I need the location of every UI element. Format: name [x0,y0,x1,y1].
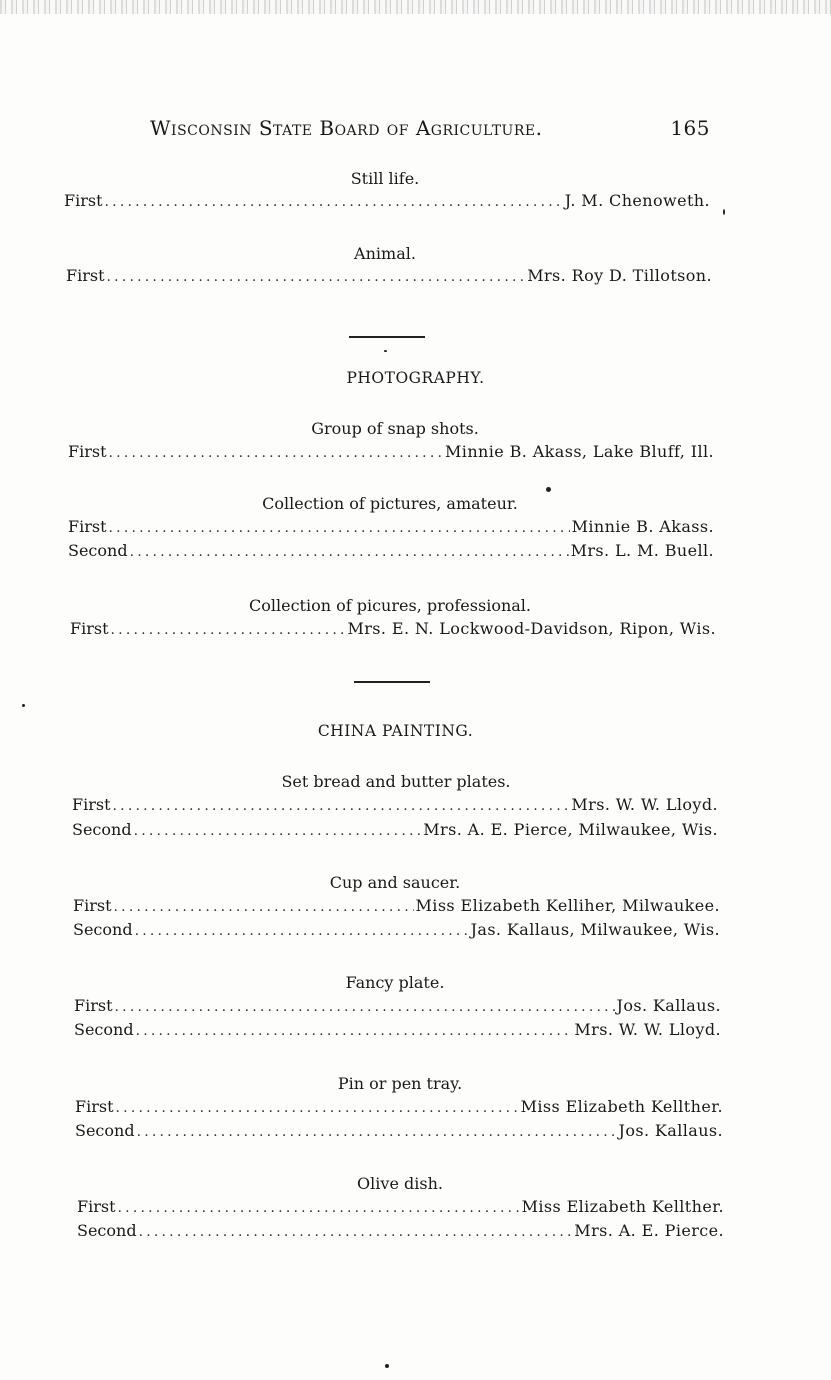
award-winner: Mrs. W. W. Lloyd. [571,795,718,814]
award-place: First [75,1097,114,1116]
award-winner: Miss Elizabeth Kelliher, Milwaukee. [415,896,720,915]
award-winner: Mrs. A. E. Pierce. [574,1221,724,1240]
award-row [70,619,716,638]
award-row [74,1020,721,1039]
dot-leader [134,823,422,839]
award-place: Second [74,1020,134,1039]
award-row [68,541,714,560]
award-row [73,920,720,939]
award-winner: J. M. Chenoweth. [564,191,710,210]
award-place: Second [72,820,132,839]
scan-speck [385,1364,389,1368]
award-place: First [74,996,113,1015]
dot-leader [136,1023,573,1039]
award-row [68,442,714,461]
award-place: First [68,442,107,461]
category-title: Collection of picures, professional. [248,596,531,615]
award-row [77,1221,724,1240]
scan-speck [546,487,551,492]
dot-leader [115,999,615,1015]
award-winner: Jos. Kallaus. [618,1121,723,1140]
award-winner: Minnie B. Akass. [571,517,714,536]
award-winner: Mrs. Roy D. Tillotson. [527,266,712,285]
dot-leader [118,1200,520,1216]
category-title: Collection of pictures, amateur. [262,494,518,513]
award-row [75,1121,723,1140]
dot-leader [107,269,526,285]
category-title: Cup and saucer. [329,873,461,892]
category-title: Still life. [350,169,420,188]
scan-speck [384,350,387,352]
dot-leader [113,798,570,814]
section-heading: CHINA PAINTING. [317,722,474,740]
award-place: First [70,619,109,638]
scan-speck [723,209,725,215]
category-title: Fancy plate. [345,973,445,992]
award-place: First [68,517,107,536]
award-row [72,795,718,814]
award-row [73,896,720,915]
dot-leader [130,544,569,560]
category-title: Olive dish. [357,1174,443,1193]
running-head [150,116,710,140]
award-row [64,191,710,210]
award-winner: Mrs. L. M. Buell. [570,541,714,560]
award-place: Second [77,1221,137,1240]
award-place: Second [75,1121,135,1140]
award-place: First [77,1197,116,1216]
award-row [77,1197,724,1216]
award-place: First [73,896,112,915]
category-title: Pin or pen tray. [337,1074,463,1093]
section-rule [354,681,430,683]
dot-leader [114,899,414,915]
award-place: Second [68,541,128,560]
award-winner: Mrs. E. N. Lockwood-Davidson, Ripon, Wis. [347,619,716,638]
award-place: First [64,191,103,210]
award-winner: Minnie B. Akass, Lake Bluff, Ill. [445,442,714,461]
award-winner: Mrs. A. E. Pierce, Milwaukee, Wis. [423,820,718,839]
scan-speck [22,704,25,707]
award-winner: Mrs. W. W. Lloyd. [574,1020,721,1039]
dot-leader [116,1100,519,1116]
dot-leader [109,520,570,536]
award-row [74,996,721,1015]
award-winner: Miss Elizabeth Kellther. [520,1097,723,1116]
award-row [68,517,714,536]
award-winner: Jas. Kallaus, Milwaukee, Wis. [470,920,720,939]
category-title: Animal. [354,244,416,263]
dot-leader [111,622,346,638]
dot-leader [139,1224,573,1240]
section-rule [349,336,425,338]
award-row [72,820,718,839]
award-winner: Jos. Kallaus. [616,996,721,1015]
award-winner: Miss Elizabeth Kellther. [521,1197,724,1216]
award-row [75,1097,723,1116]
award-place: First [66,266,105,285]
award-place: First [72,795,111,814]
dot-leader [109,445,444,461]
category-title: Group of snap shots. [311,419,479,438]
category-title: Set bread and butter plates. [281,772,511,791]
award-place: Second [73,920,133,939]
dot-leader [135,923,469,939]
dot-leader [105,194,563,210]
award-row [66,266,712,285]
dot-leader [137,1124,617,1140]
running-head-title: Wisconsin State Board of Agriculture. [150,116,543,140]
section-heading: PHOTOGRAPHY. [346,369,485,387]
page-number: 165 [670,116,710,140]
